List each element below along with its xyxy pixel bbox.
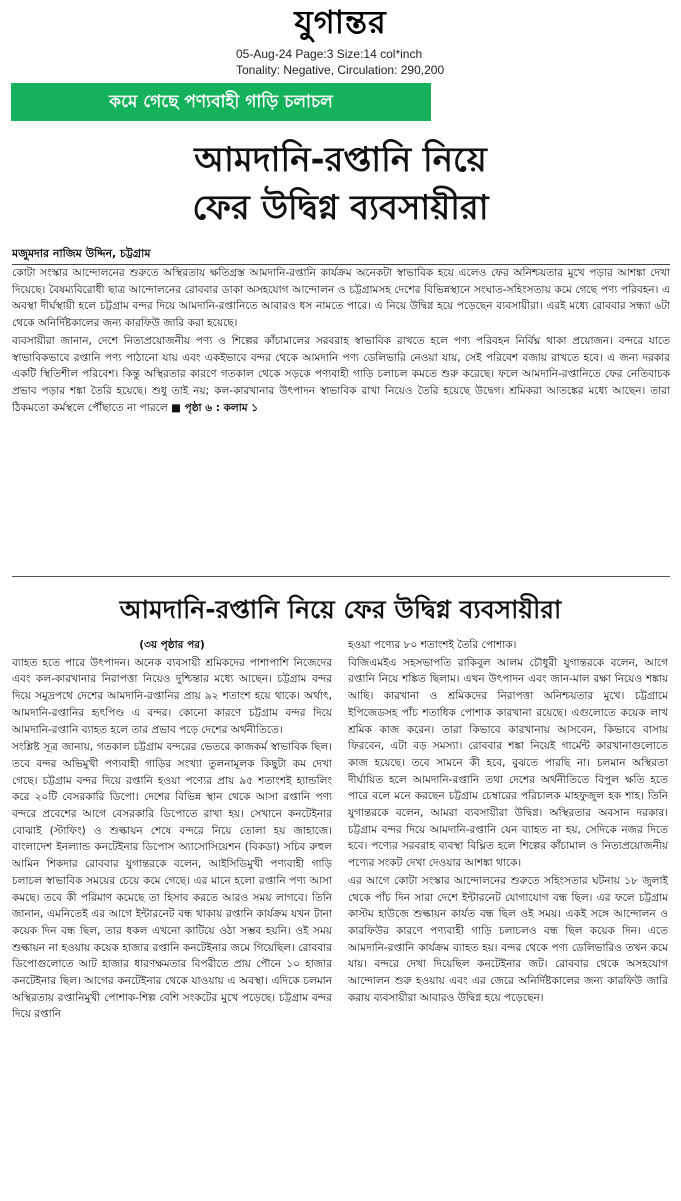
column-1-paragraph-2: সংশ্লিষ্ট সূত্র জানায়, গতকাল চট্টগ্রাম বন্দরের ভেতরে কাজকর্ম স্বাভাবিক ছিল। তবে বন্দর অভিমুখী পণ্যবাহী গাড়ির সংখ্যা তুলনামূলক কিছুটা কম দেখা গেছে। চট্টগ্রাম বন্দর দিয়ে রপ্তানি হওয়া পণ্যের প্রায় ৯৫ শতাংশই হ্যান্ডলিং করে ২০টি বেসরকারি ডিপো। দেশের বিভিন্ন স্থান থেকে আসা রপ্তানি পণ্য বন্দরে প্রবেশের আগে বেসরকারি ডিপোতে রাখা হয়। সেখানে কনটেইনার বোঝাই (স্টাফিং) ও শুল্কায়ন শেষে বন্দরে নিয়ে তোলা হয় জাহাজে। বাংলাদেশ ইনল্যান্ড কনটেইনার ডিপোস অ্যাসোসিয়েশন (বিকডা) সচিব রুহুল আমিন শিকদার রোববার যুগান্তরকে বলেন, আইসিডিমুখী পণ্যবাহী গাড়ি চলাচল স্বাভাবিক সময়ের চেয়ে কমে গেছে। এর মানে হলো রপ্তানি পণ্য আসা কমছে। তবে কী পরিমাণ কমেছে তা হিসাব করতে আরও সময় লাগবে। তিনি জানান, এমনিতেই এর আগে ইন্টারনেট বন্ধ থাকায় রপ্তানি কার্যক্রম যখন টানা কয়েক দিন বন্ধ ছিল, তার ধকল এখনো কাটিয়ে ওঠা সম্ভব হয়নি। ওই সময় শুল্কায়ন না হওয়ায় কয়েক হাজার রপ্তানি কনটেইনার জমে গিয়েছিল। রোববার ডিপোগুলোতে আট হাজার ধারণক্ষমতার বিপরীতে প্রায় পৌনে ১০ হাজার কনটেইনার ছিল। আগের কনটেইনার থেকে যাওয়ায় এ অবস্থা। এদিকে চলমান অস্থিরতায় রপ্তানিমুখী পোশাক-শিল্প বেশি সংকটের মুখে পড়েছে। চট্টগ্রাম বন্দর দিয়ে রপ্তানি [12, 741, 332, 1021]
lead-paragraph-2-text: ব্যবসায়ীরা জানান, দেশে নিত্যপ্রয়োজনীয় পণ্য ও শিল্পের কাঁচামালের সরবরাহ স্বাভাবিক রাখতে হলে পণ্য পরিবহন নির্বিঘ্ন থাকা প্রয়োজন। বন্দরে যাতে স্বাভাবিকভাবে রপ্তানি পণ্য পাঠানো যায় এবং একইভাবে বন্দর থেকে আমদানি পণ্য ডেলিভারি নেওয়া যায়, সেই পরিবেশ বজায় রাখতে হবে। এ জন্য দরকার একটি স্থিতিশীল পরিবেশ। কিন্তু অস্থিরতার কারণে গতকাল থেকে সড়কে পণ্যবাহী গাড়ি চলাচল কমতে শুরু করেছে। ফলে আমদানি-রপ্তানিতে ফের নেতিবাচক প্রভাব পড়ার শঙ্কা তৈরি হয়েছে। শুধু তাই নয়; কল-কারখানার উৎপাদন স্বাভাবিক রাখা নিয়েও তৈরি হয়েছে উদ্বেগ। শ্রমিকরা আতঙ্কের মধ্যে আছেন। তারা ঠিকমতো কর্মস্থলে পৌঁছাতে না পারলে [12, 334, 670, 414]
article-kicker: কমে গেছে পণ্যবাহী গাড়ি চলাচল [11, 83, 431, 121]
column-2-paragraph-3: এর আগে কোটা সংস্কার আন্দোলনের শুরুতে সহিংসতার ঘটনায় ১৮ জুলাই থেকে পাঁচ দিন সারা দেশে ইন্টারনেট যোগাযোগ বন্ধ ছিল। এর ফলে চট্টগ্রাম কাস্টম হাউজে শুল্কায়ন কার্যত বন্ধ ছিল ওই সময়। একই সঙ্গে আন্দোলন ও কারফিউর কারণে পণ্যবাহী গাড়ি চলাচলও বন্ধ ছিল কয়েক দিন। এতে আমদানি-রপ্তানি কার্যক্রম ব্যাহত হয়। বন্দর থেকে পণ্য ডেলিভারিও তখন কমে যায়। বন্দরে দেখা দিয়েছিল কনটেইনার জট। রোববার থেকে অসহযোগ আন্দোলন শুরু হওয়ায় এবং এর জেরে অনির্দিষ্টকালের জন্য কারফিউ জারি করায় ব্যবসায়ীরা আবারও উদ্বিগ্ন হয়ে পড়েছেন। [348, 874, 668, 1004]
clipping-meta-line-1: 05-Aug-24 Page:3 Size:14 col*inch [236, 47, 423, 61]
headline-line-1: আমদানি-রপ্তানি নিয়ে [194, 140, 487, 180]
column-2 [348, 637, 668, 1193]
continued-from-label: (৩য় পৃষ্ঠার পর) [139, 639, 205, 651]
lead-paragraph-1: কোটা সংস্কার আন্দোলনের শুরুতে অস্থিরতায় ক্ষতিগ্রস্ত আমদানি-রপ্তানি কার্যক্রম অনেকটা স্বাভাবিক হয়ে এলেও ফের অনিশ্চয়তার মুখে পড়ার আশঙ্কা দেখা দিয়েছে। বৈষম্যবিরোধী ছাত্র আন্দোলনের রোববার ডাকা অসহযোগ আন্দোলন ও চট্টগ্রামসহ দেশের বিভিন্নস্থানে সংঘাত-সহিংসতায় কমে গেছে পণ্য পরিবহন। এ অবস্থা দীর্ঘস্থায়ী হলে চট্টগ্রাম বন্দর দিয়ে আমদানি-রপ্তানিতে আবারও ধস নামতে পারে। এ নিয়ে উদ্বিগ্ন হয়ে পড়েছেন ব্যবসায়ীরা। এরই মধ্যে রোববার সন্ধ্যা ৬টা থেকে অনির্দিষ্টকালের জন্য কারফিউ জারি করা হয়েছে। [12, 267, 670, 330]
continuation-body [12, 637, 670, 1193]
clipping-meta-line-2: Tonality: Negative, Circulation: 290,200 [236, 63, 445, 77]
continuation-headline: আমদানি-রপ্তানি নিয়ে ফের উদ্বিগ্ন ব্যবসায়ীরা [119, 595, 562, 624]
section-divider [12, 576, 670, 577]
jump-reference: ■ পৃষ্ঠা ৬ : কলাম ১ [171, 401, 259, 414]
column-1 [12, 637, 332, 1193]
column-2-paragraph-2: বিজিএমইএ সহসভাপতি রাকিবুল আলম চৌধুরী যুগান্তরকে বলেন, আগে রপ্তানি নিয়ে শঙ্কিত ছিলাম। এখন উৎপাদন এবং জান-মাল রক্ষা নিয়েও শঙ্কায় আছি। কারখানা ও শ্রমিকদের নিরাপত্তা অনিশ্চয়তার মুখে। চট্টগ্রামে ইপিজেডসহ পাঁচ শতাধিক পোশাক কারখানা রয়েছে। এগুলোতে কয়েক লাখ শ্রমিক কাজ করেন। তারা কিভাবে কারখানায় আসবেন, কিভাবে বাসায় ফিরবেন, এটা বড় সমস্যা। রোববার শঙ্কা নিয়েই গার্মেন্ট কারখানাগুলোতে কাজ হয়েছে। তবে সামনে কী হবে, বুঝতে পারছি না। চলমান অস্থিরতা দীর্ঘায়িত হলে আমদানি-রপ্তানি তথা দেশের অর্থনীতিতে বিপুল ক্ষতি হতে পারে বলে মনে করছেন চট্টগ্রাম চেম্বারের পরিচালক মাহফুজুল হক শাহ। তিনি যুগান্তরকে বলেন, আমরা ব্যবসায়ীরা উদ্বিগ্ন। অস্থিরতার অবসান দরকার। চট্টগ্রাম বন্দর দিয়ে আমদানি-রপ্তানি যেন ব্যাহত না হয়, সেদিকে নজর দিতে হবে। পণ্যের সরবরাহ ব্যবস্থা বিঘ্নিত হলে শিল্পের কাঁচামাল ও নিত্যপ্রয়োজনীয় পণ্যের সংকট দেখা দেওয়ার আশঙ্কা থাকে। [348, 656, 668, 870]
article-byline: মজুমদার নাজিম উদ্দিন, চট্টগ্রাম [12, 247, 151, 260]
lead-paragraph-2 [12, 333, 670, 417]
article-lead [12, 264, 670, 575]
column-1-paragraph-1: ব্যাহত হতে পারে উৎপাদন। অনেক ব্যবসায়ী শ্রমিকদের পাশাপাশি নিজেদের এবং কল-কারখানার নিরাপত্তা নিয়েও দুশ্চিন্তার মধ্যে আছেন। চট্টগ্রাম বন্দর দিয়ে সমুদ্রপথে দেশের আমদানি-রপ্তানির প্রায় ৯২ শতাংশ হয়ে থাকে। অর্থাৎ, আমদানি-রপ্তানির হৃৎপিণ্ড এ বন্দর। কোনো কারণে চট্টগ্রাম বন্দর দিয়ে আমদানি-রপ্তানি ব্যাহত হলে তার প্রভাব পড়ে দেশের অর্থনীতিতে। [12, 656, 332, 736]
clipping-metadata [236, 46, 496, 78]
headline-line-2: ফের উদ্বিগ্ন ব্যবসায়ীরা [192, 188, 489, 228]
newspaper-masthead: যুগান্তর [294, 3, 387, 41]
article-headline [0, 136, 681, 232]
column-2-paragraph-1: হওয়া পণ্যের ৮০ শতাংশই তৈরি পোশাক। [348, 639, 517, 651]
